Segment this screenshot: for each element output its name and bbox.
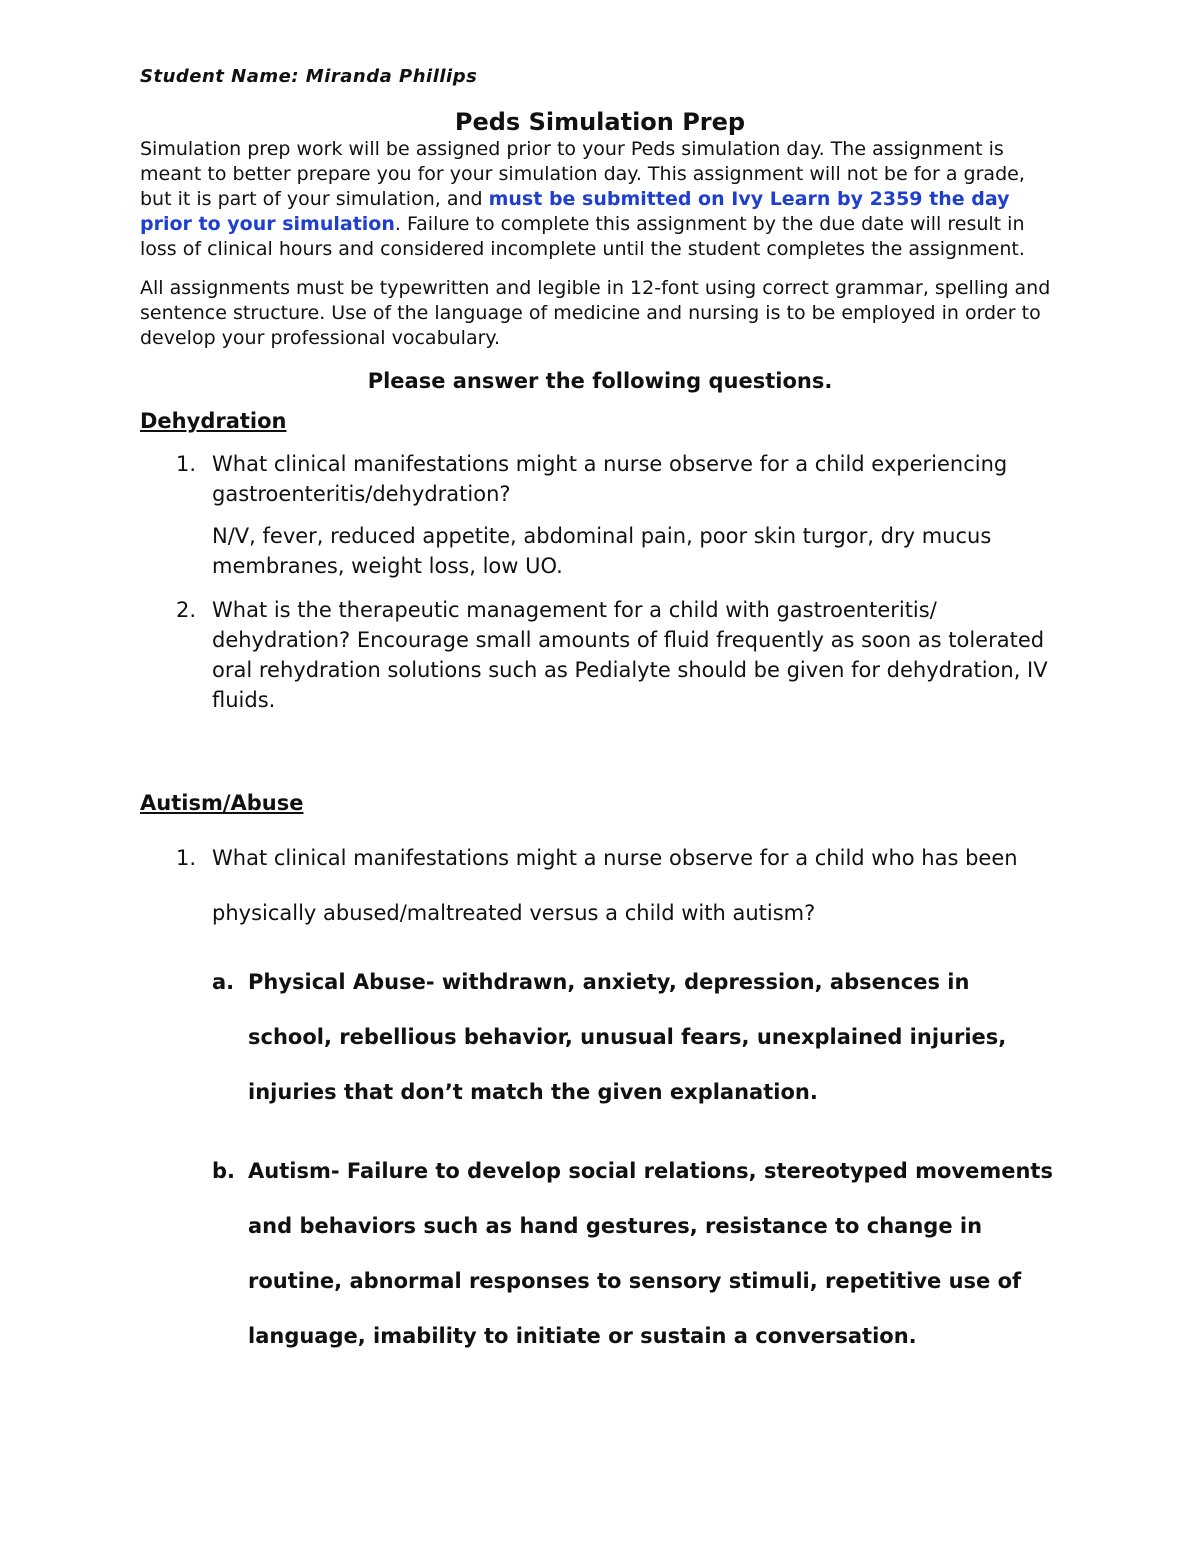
requirements-paragraph: All assignments must be typewritten and legible in 12-font using correct grammar, spelling and sentence structure. Use of the language of medicine and nursing is to be employed in order to develop your professional vocabulary.: [140, 277, 1051, 349]
sub-answer-letter: a.: [212, 970, 235, 994]
question-text: What clinical manifestations might a nurse observe for a child experiencing gastroenteritis/dehydration?: [212, 452, 1008, 506]
autism-question-list: [140, 831, 1060, 1364]
question-item: [140, 831, 1060, 1364]
document-page: [140, 66, 1060, 1388]
sub-answer-text: Physical Abuse- withdrawn, anxiety, depression, absences in school, rebellious behavior, unusual fears, unexplained injuries, injuries that don’t match the given explanation.: [248, 970, 1007, 1104]
question-text: What clinical manifestations might a nurse observe for a child who has been physically abused/maltreated versus a child with autism?: [212, 846, 1018, 925]
question-number: 2.: [176, 598, 197, 622]
question-item: [140, 449, 1060, 581]
intro-text-2: . Failure to complete this assignment by the due date will result in loss of clinical hours and considered incomplete until the student completes the assignment.: [140, 213, 1025, 260]
question-text: What is the therapeutic management for a child with gastroenteritis/ dehydration? Encourage small amounts of fluid frequently as soon as tolerated oral rehydration solutions such as Pedialyte should be given for dehydration, IV fluids.: [212, 598, 1048, 712]
answer-text: N/V, fever, reduced appetite, abdominal pain, poor skin turgor, dry mucus membranes, weight loss, low UO.: [212, 524, 992, 578]
intro-deadline-highlight: must be submitted on Ivy Learn by 2359 the day prior to your simulation: [140, 188, 1010, 235]
document-title: Peds Simulation Prep: [454, 108, 746, 136]
dehydration-question-list: [140, 449, 1060, 715]
sub-answer-item: [212, 955, 1060, 1120]
student-name: Student Name: Miranda Phillips: [140, 66, 478, 87]
question-number: 1.: [176, 452, 197, 476]
sub-answer-list: [212, 955, 1060, 1364]
instruction-heading: Please answer the following questions.: [367, 369, 833, 393]
sub-answer-letter: b.: [212, 1159, 236, 1183]
intro-paragraph: [140, 137, 1060, 262]
section-heading-dehydration: Dehydration: [140, 409, 287, 433]
question-number: 1.: [176, 846, 197, 870]
intro-text-1: Simulation prep work will be assigned prior to your Peds simulation day. The assignment is meant to better prepare you for your simulation day. This assignment will not be for a grade, but it is part of your simulation, and: [140, 138, 1025, 210]
section-heading-autism: Autism/Abuse: [140, 791, 304, 815]
sub-answer-text: Autism- Failure to develop social relations, stereotyped movements and behaviors such as hand gestures, resistance to change in routine, abnormal responses to sensory stimuli, repetitive use of language, imability to initiate or sustain a conversation.: [248, 1159, 1053, 1348]
spacer: [140, 729, 1060, 791]
sub-answer-item: [212, 1144, 1060, 1364]
question-item: [140, 595, 1060, 715]
